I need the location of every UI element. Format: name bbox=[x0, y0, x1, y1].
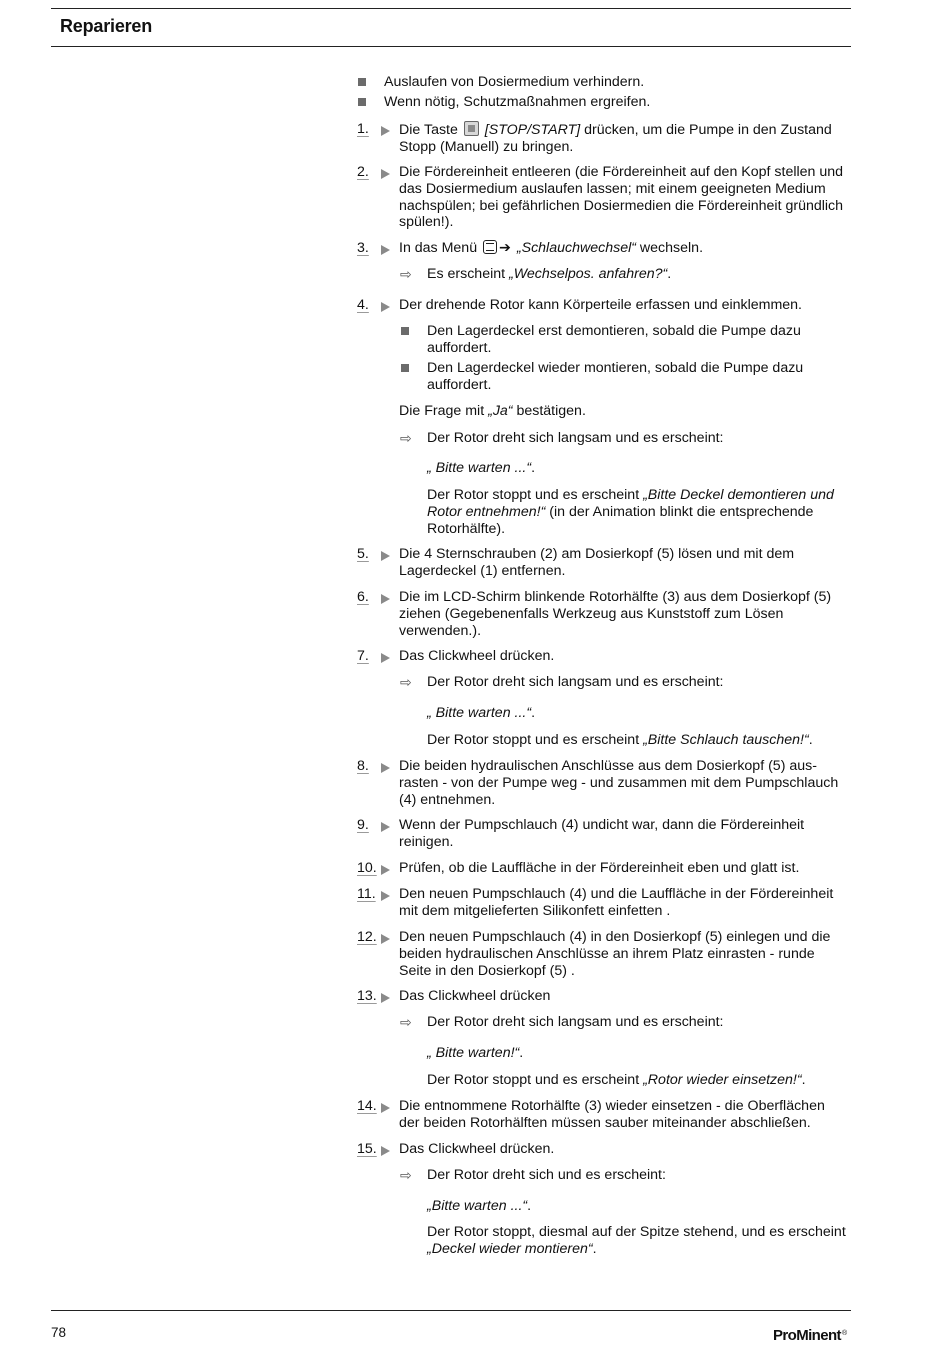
step-number: 5. bbox=[357, 546, 369, 562]
step-number: 2. bbox=[357, 164, 369, 180]
brand-logo: ProMinent® bbox=[773, 1327, 847, 1344]
step-number: 10. bbox=[357, 860, 377, 876]
step-number: 1. bbox=[357, 121, 369, 137]
display-message: „ Bitte warten ...“. bbox=[427, 460, 536, 476]
step-arrow-icon bbox=[381, 126, 390, 136]
step-10: Prüfen, ob die Lauffläche in der Fördereinheit eben und glatt ist. bbox=[399, 860, 800, 876]
step-13-stop-message: Der Rotor stoppt und es erscheint „Rotor wieder einsetzen!“. bbox=[427, 1072, 806, 1088]
step-4: Der drehende Rotor kann Körperteile erfassen und einklemmen. bbox=[399, 297, 802, 313]
step-9: Wenn der Pumpschlauch (4) undicht war, dann die Fördereinheit reinigen. bbox=[399, 817, 805, 850]
step-number: 15. bbox=[357, 1141, 377, 1157]
step-11: Den neuen Pumpschlauch (4) und die Lauffläche in der Fördereinheit mit dem mitgelieferten Silikonfett einfetten . bbox=[399, 886, 834, 919]
step-4-stop-message: Der Rotor stoppt und es erscheint „Bitte Deckel demontieren und Rotor entnehmen!“ (in der Animation blinkt die entsprechende Rotorhälfte). bbox=[427, 487, 834, 537]
display-message: „Bitte warten ...“. bbox=[427, 1198, 532, 1214]
result-arrow-icon: ⇨ bbox=[400, 1168, 412, 1184]
step-3: In das Menü ➔ „Schlauchwechsel“ wechseln. bbox=[399, 240, 704, 256]
stop-start-key-icon bbox=[464, 121, 479, 136]
display-message: „ Bitte warten ...“. bbox=[427, 705, 536, 721]
header-bottom-rule bbox=[51, 46, 851, 47]
step-15: Das Clickwheel drücken. bbox=[399, 1141, 555, 1157]
step-arrow-icon bbox=[381, 1146, 390, 1156]
key-label: [STOP/START] bbox=[484, 122, 581, 138]
step-arrow-icon bbox=[381, 763, 390, 773]
step-number: 12. bbox=[357, 929, 377, 945]
step-15-result: Der Rotor dreht sich und es erscheint: bbox=[427, 1167, 666, 1183]
result-arrow-icon: ⇨ bbox=[400, 267, 412, 283]
result-arrow-icon: ⇨ bbox=[400, 1015, 412, 1031]
menu-path: „Schlauchwechsel“ bbox=[516, 240, 636, 256]
step-5: Die 4 Sternschrauben (2) am Dosierkopf (5) lösen und mit dem Lagerdeckel (1) entfernen. bbox=[399, 546, 795, 579]
step-arrow-icon bbox=[381, 302, 390, 312]
step-13: Das Clickwheel drücken bbox=[399, 988, 551, 1004]
step-2: Die Fördereinheit entleeren (die Fördereinheit auf den Kopf stellen und das Dosiermedium auslaufen lassen; mit einem geeigneten Medium nachspülen; bei gefährlichen Dosiermedien die Fördereinheit gründlich spülen!). bbox=[399, 164, 844, 231]
step-7-stop-message: Der Rotor stoppt und es erscheint „Bitte Schlauch tauschen!“. bbox=[427, 732, 813, 748]
step-arrow-icon bbox=[381, 993, 390, 1003]
step-arrow-icon bbox=[381, 653, 390, 663]
step-4-confirm: Die Frage mit „Ja“ bestätigen. bbox=[399, 403, 586, 419]
warning-bullet-1: Den Lagerdeckel erst demontieren, sobald die Pumpe dazu auffordert. bbox=[427, 323, 849, 357]
footer-rule bbox=[51, 1310, 851, 1311]
warning-bullet-2: Den Lagerdeckel wieder montieren, sobald die Pumpe dazu auffordert. bbox=[427, 360, 849, 394]
display-message: „ Bitte warten!“. bbox=[427, 1045, 524, 1061]
step-number: 11. bbox=[357, 886, 376, 902]
step-1: Die Taste [STOP/START] drücken, um die Pumpe in den Zustand Stopp (Manuell) zu bringen. bbox=[399, 122, 832, 155]
step-arrow-icon bbox=[381, 594, 390, 604]
step-7-result: Der Rotor dreht sich langsam und es erscheint: bbox=[427, 674, 724, 690]
result-arrow-icon: ⇨ bbox=[400, 431, 412, 447]
step-8: Die beiden hydraulischen Anschlüsse aus dem Dosierkopf (5) ausrasten - von der Pumpe weg - und zusammen mit dem Pumpschlauch (4) entnehmen. bbox=[399, 758, 839, 808]
step-14: Die entnommene Rotorhälfte (3) wieder einsetzen - die Oberflächen der beiden Rotorhälften müssen sauber miteinander abschließen. bbox=[399, 1098, 825, 1131]
page-number: 78 bbox=[51, 1325, 67, 1340]
result-arrow-icon: ⇨ bbox=[400, 675, 412, 691]
precondition-2: Wenn nötig, Schutzmaßnahmen ergreifen. bbox=[384, 94, 854, 111]
precondition-1: Auslaufen von Dosiermedium verhindern. bbox=[384, 74, 854, 91]
step-13-result: Der Rotor dreht sich langsam und es erscheint: bbox=[427, 1014, 724, 1030]
step-6: Die im LCD-Schirm blinkende Rotorhälfte (3) aus dem Dosierkopf (5) ziehen (Gegebenenfalls Werkzeug aus Kunststoff zum Lösen verwenden.). bbox=[399, 589, 832, 639]
step-number: 7. bbox=[357, 648, 369, 664]
step-arrow-icon bbox=[381, 245, 390, 255]
step-number: 3. bbox=[357, 240, 369, 256]
step-arrow-icon bbox=[381, 551, 390, 561]
header-top-rule bbox=[51, 8, 851, 9]
step-4-result: Der Rotor dreht sich langsam und es erscheint: bbox=[427, 430, 724, 446]
step-15-stop-message: Der Rotor stoppt, diesmal auf der Spitze stehend, und es erscheint „Deckel wieder montieren“. bbox=[427, 1224, 846, 1257]
step-number: 14. bbox=[357, 1098, 377, 1114]
menu-icon bbox=[483, 240, 497, 254]
step-arrow-icon bbox=[381, 865, 390, 875]
step-number: 9. bbox=[357, 817, 369, 833]
step-arrow-icon bbox=[381, 169, 390, 179]
step-number: 4. bbox=[357, 297, 369, 313]
step-number: 6. bbox=[357, 589, 369, 605]
step-arrow-icon bbox=[381, 822, 390, 832]
step-12: Den neuen Pumpschlauch (4) in den Dosierkopf (5) einlegen und die beiden hydraulischen Anschlüsse an ihrem Platz einrasten - runde Seite in den Dosierkopf (5) . bbox=[399, 929, 831, 979]
step-number: 8. bbox=[357, 758, 369, 774]
arrow-right-icon: ➔ bbox=[499, 240, 511, 256]
step-arrow-icon bbox=[381, 934, 390, 944]
step-7: Das Clickwheel drücken. bbox=[399, 648, 555, 664]
step-number: 13. bbox=[357, 988, 377, 1004]
step-arrow-icon bbox=[381, 891, 390, 901]
step-3-result: Es erscheint „Wechselpos. anfahren?“. bbox=[427, 266, 672, 282]
step-arrow-icon bbox=[381, 1103, 390, 1113]
page-title: Reparieren bbox=[60, 16, 153, 36]
